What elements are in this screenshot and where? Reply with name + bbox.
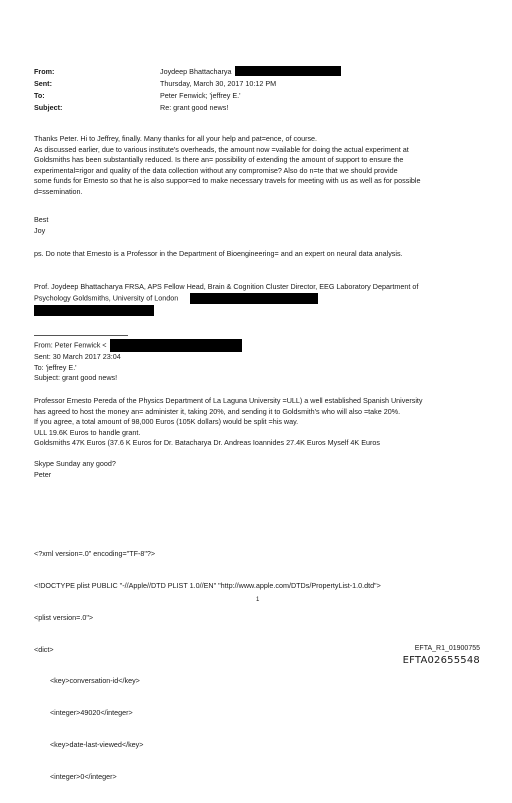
quoted-line: has agreed to host the money an= administer it, taking 20%, and sending it to Goldsmith's who will also =take 20%. bbox=[34, 406, 401, 416]
redaction-box bbox=[34, 305, 154, 316]
quoted-header bbox=[34, 339, 242, 384]
redaction-box bbox=[190, 293, 318, 304]
closing-block bbox=[34, 215, 48, 236]
quoted-sent: Sent: 30 March 2017 23:04 bbox=[34, 352, 121, 361]
from-value: Joydeep Bhattacharya bbox=[160, 67, 232, 76]
body-line: Thanks Peter. Hi to Jeffrey, finally. Many thanks for all your help and pat=ence, of course. bbox=[34, 134, 318, 143]
page-number: 1 bbox=[256, 597, 260, 603]
subject-row bbox=[34, 102, 341, 114]
closing-text: Best bbox=[34, 215, 49, 224]
redaction-box bbox=[110, 339, 242, 352]
subject-label: Subject: bbox=[34, 103, 63, 112]
body-line: some funds for Ernesto so that he is also suppor=ed to make necessary travels for meeting with us as well as for possible bbox=[34, 176, 421, 186]
sent-label: Sent: bbox=[34, 79, 52, 88]
bates-number-secondary: EFTA02655548 bbox=[402, 655, 480, 666]
ps-text: ps. Do note that Ernesto is a Professor in the Department of Bioengineering= and an expert on neural data analysis. bbox=[34, 249, 403, 258]
subject-value: Re: grant good news! bbox=[160, 103, 229, 112]
xml-line: <dict> bbox=[34, 644, 54, 654]
redaction-box bbox=[235, 66, 341, 76]
signature-block bbox=[34, 282, 418, 304]
sent-value: Thursday, March 30, 2017 10:12 PM bbox=[160, 79, 277, 88]
body-line: As discussed earlier, due to various institute's overheads, the amount now =vailable for doing the actual experiment at bbox=[34, 144, 409, 154]
xml-line: <integer>0</integer> bbox=[34, 771, 117, 781]
body-line: experimental=rigor and quality of the data collection without any compromise? Also do n=te that we should provide bbox=[34, 165, 398, 175]
quote-divider bbox=[34, 335, 128, 336]
sender-name: Joy bbox=[34, 225, 46, 235]
quoted-subject: Subject: grant good news! bbox=[34, 373, 118, 383]
email-header bbox=[34, 66, 341, 114]
quoted-line: Professor Ernesto Pereda of the Physics Department of La Laguna University =ULL) a well established Spanish University bbox=[34, 396, 423, 405]
xml-line: <plist version=.0"> bbox=[34, 612, 94, 622]
quoted-line: Goldsmiths 47K Euros (37.6 K Euros for Dr. Batacharya Dr. Andreas Ioannides 27.4K Euros Myself 4K Euros bbox=[34, 438, 380, 448]
xml-line: <integer>49020</integer> bbox=[34, 708, 133, 718]
sent-row bbox=[34, 78, 341, 90]
to-label: To: bbox=[34, 91, 45, 100]
quoted-body bbox=[34, 396, 423, 449]
from-label: From: bbox=[34, 67, 55, 76]
xml-line: <key>date-last-viewed</key> bbox=[34, 739, 144, 749]
quoted-to: To: 'jeffrey E.' bbox=[34, 362, 77, 372]
signature-line-text: Psychology Goldsmiths, University of London bbox=[34, 293, 179, 302]
quoted-from-text: From: Peter Fenwick < bbox=[34, 340, 107, 350]
body-line: Goldsmiths has been substantially reduced. Is there an= possibility of extending the amount of support to ensure the bbox=[34, 155, 404, 165]
skype-line: Skype Sunday any good? bbox=[34, 459, 116, 468]
from-row bbox=[34, 66, 341, 78]
to-row bbox=[34, 90, 341, 102]
quoted-from bbox=[34, 339, 242, 352]
to-value: Peter Fenwick; 'jeffrey E.' bbox=[160, 91, 241, 100]
signoff-name: Peter bbox=[34, 469, 52, 479]
xml-line: <?xml version=.0" encoding="TF-8"?> bbox=[34, 549, 156, 559]
signature-line bbox=[34, 293, 418, 304]
body-line: d=ssemination. bbox=[34, 186, 83, 196]
quoted-line: ULL 19.6K Euros to handle grant. bbox=[34, 427, 141, 437]
quoted-line: If you agree, a total amount of 98,000 Euros (105K dollars) would be split =his way. bbox=[34, 417, 299, 427]
bates-number-primary: EFTA_R1_01900755 bbox=[414, 645, 480, 652]
xml-line: <key>conversation-id</key> bbox=[34, 676, 140, 686]
postscript bbox=[34, 249, 403, 260]
message-body bbox=[34, 134, 421, 198]
signature-line: Prof. Joydeep Bhattacharya FRSA, APS Fellow Head, Brain & Cognition Cluster Director, EEG Laboratory Department of bbox=[34, 282, 419, 291]
quoted-signoff bbox=[34, 459, 116, 480]
xml-block bbox=[34, 528, 381, 803]
xml-line: <!DOCTYPE plist PUBLIC "-//Apple//DTD PLIST 1.0//EN" "http://www.apple.com/DTDs/PropertyList-1.0.dtd"> bbox=[34, 580, 381, 590]
